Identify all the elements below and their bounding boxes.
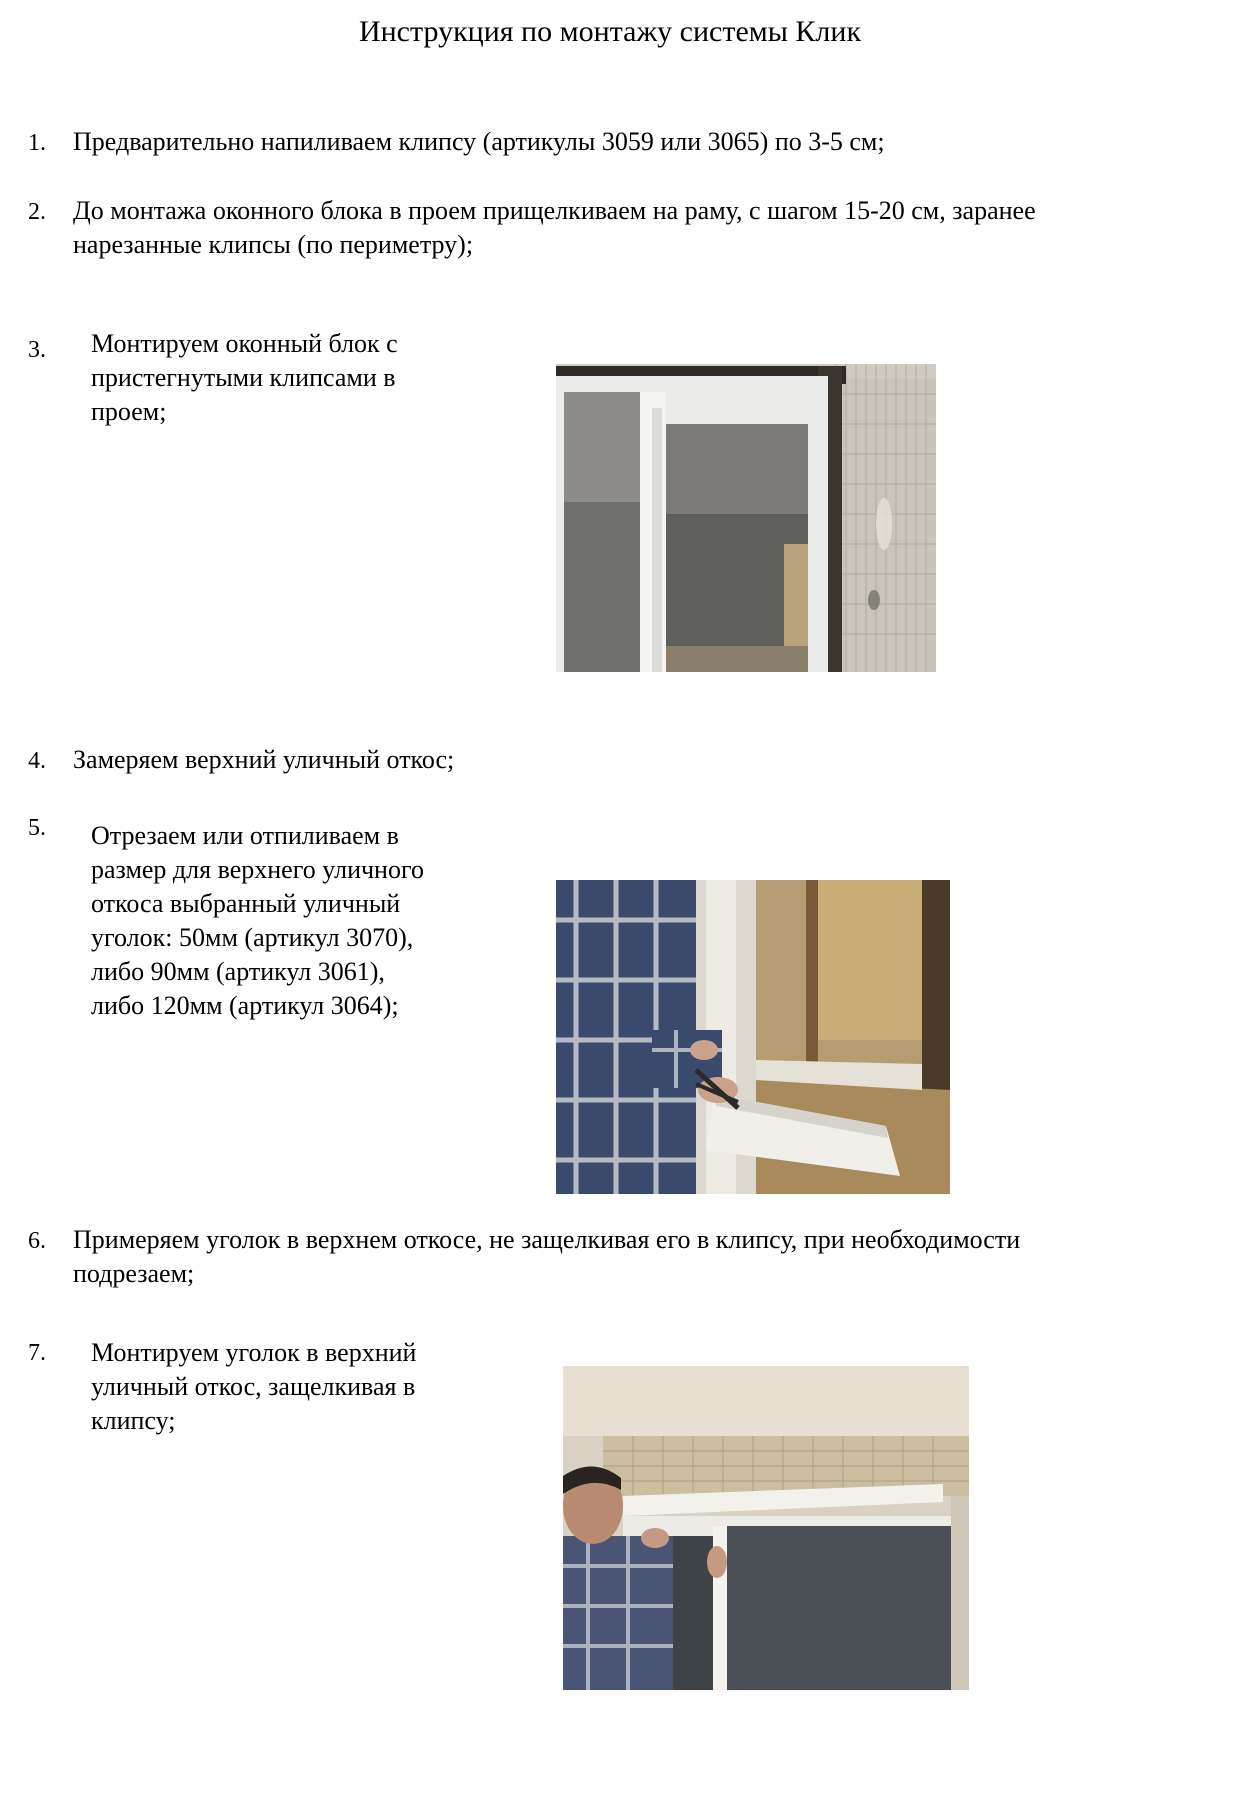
step-6-text (73, 1223, 1020, 1291)
step-4-text: Замеряем верхний уличный откос; (73, 745, 455, 774)
photo-window-block-mounted (556, 364, 936, 672)
step-7-text (91, 1336, 416, 1438)
step-5-line-2: размер для верхнего уличного (91, 855, 424, 884)
document-title: Инструкция по монтажу системы Клик (358, 15, 862, 48)
step-3-text (91, 327, 398, 429)
step-3-number: 3. (28, 337, 46, 363)
step-2-text (73, 194, 1036, 262)
step-6-number: 6. (28, 1228, 46, 1254)
step-2-number: 2. (28, 199, 46, 225)
step-2-line-1: До монтажа оконного блока в проем прищелкиваем на раму, с шагом 15-20 см, заранее (73, 196, 1036, 225)
step-3-line-1: Монтируем оконный блок с (91, 329, 398, 358)
photo-cutting-corner-profile (556, 880, 950, 1194)
step-7-line-2: уличный откос, защелкивая в (91, 1372, 416, 1401)
step-5-line-4: уголок: 50мм (артикул 3070), (91, 923, 414, 952)
step-7-line-3: клипсу; (91, 1406, 176, 1435)
step-7-number: 7. (28, 1340, 46, 1366)
step-6-line-2: подрезаем; (73, 1259, 195, 1288)
step-6-line-1: Примеряем уголок в верхнем откосе, не защелкивая его в клипсу, при необходимости (73, 1225, 1021, 1254)
step-1-text: Предварительно напиливаем клипсу (артикулы 3059 или 3065) по 3-5 см; (73, 127, 885, 156)
step-5-line-1: Отрезаем или отпиливаем в (91, 821, 399, 850)
step-1-number: 1. (28, 130, 46, 156)
step-3-line-2: пристегнутыми клипсами в (91, 363, 396, 392)
step-5-number: 5. (28, 815, 46, 841)
step-5-line-6: либо 120мм (артикул 3064); (91, 991, 399, 1020)
step-5-line-5: либо 90мм (артикул 3061), (91, 957, 385, 986)
step-5-text (91, 819, 424, 1023)
photo-snapping-corner-in-clip (563, 1366, 969, 1690)
step-2-line-2: нарезанные клипсы (по периметру); (73, 230, 474, 259)
step-3-line-3: проем; (91, 397, 167, 426)
step-4-number: 4. (28, 748, 46, 774)
step-7-line-1: Монтируем уголок в верхний (91, 1338, 417, 1367)
step-5-line-3: откоса выбранный уличный (91, 889, 401, 918)
